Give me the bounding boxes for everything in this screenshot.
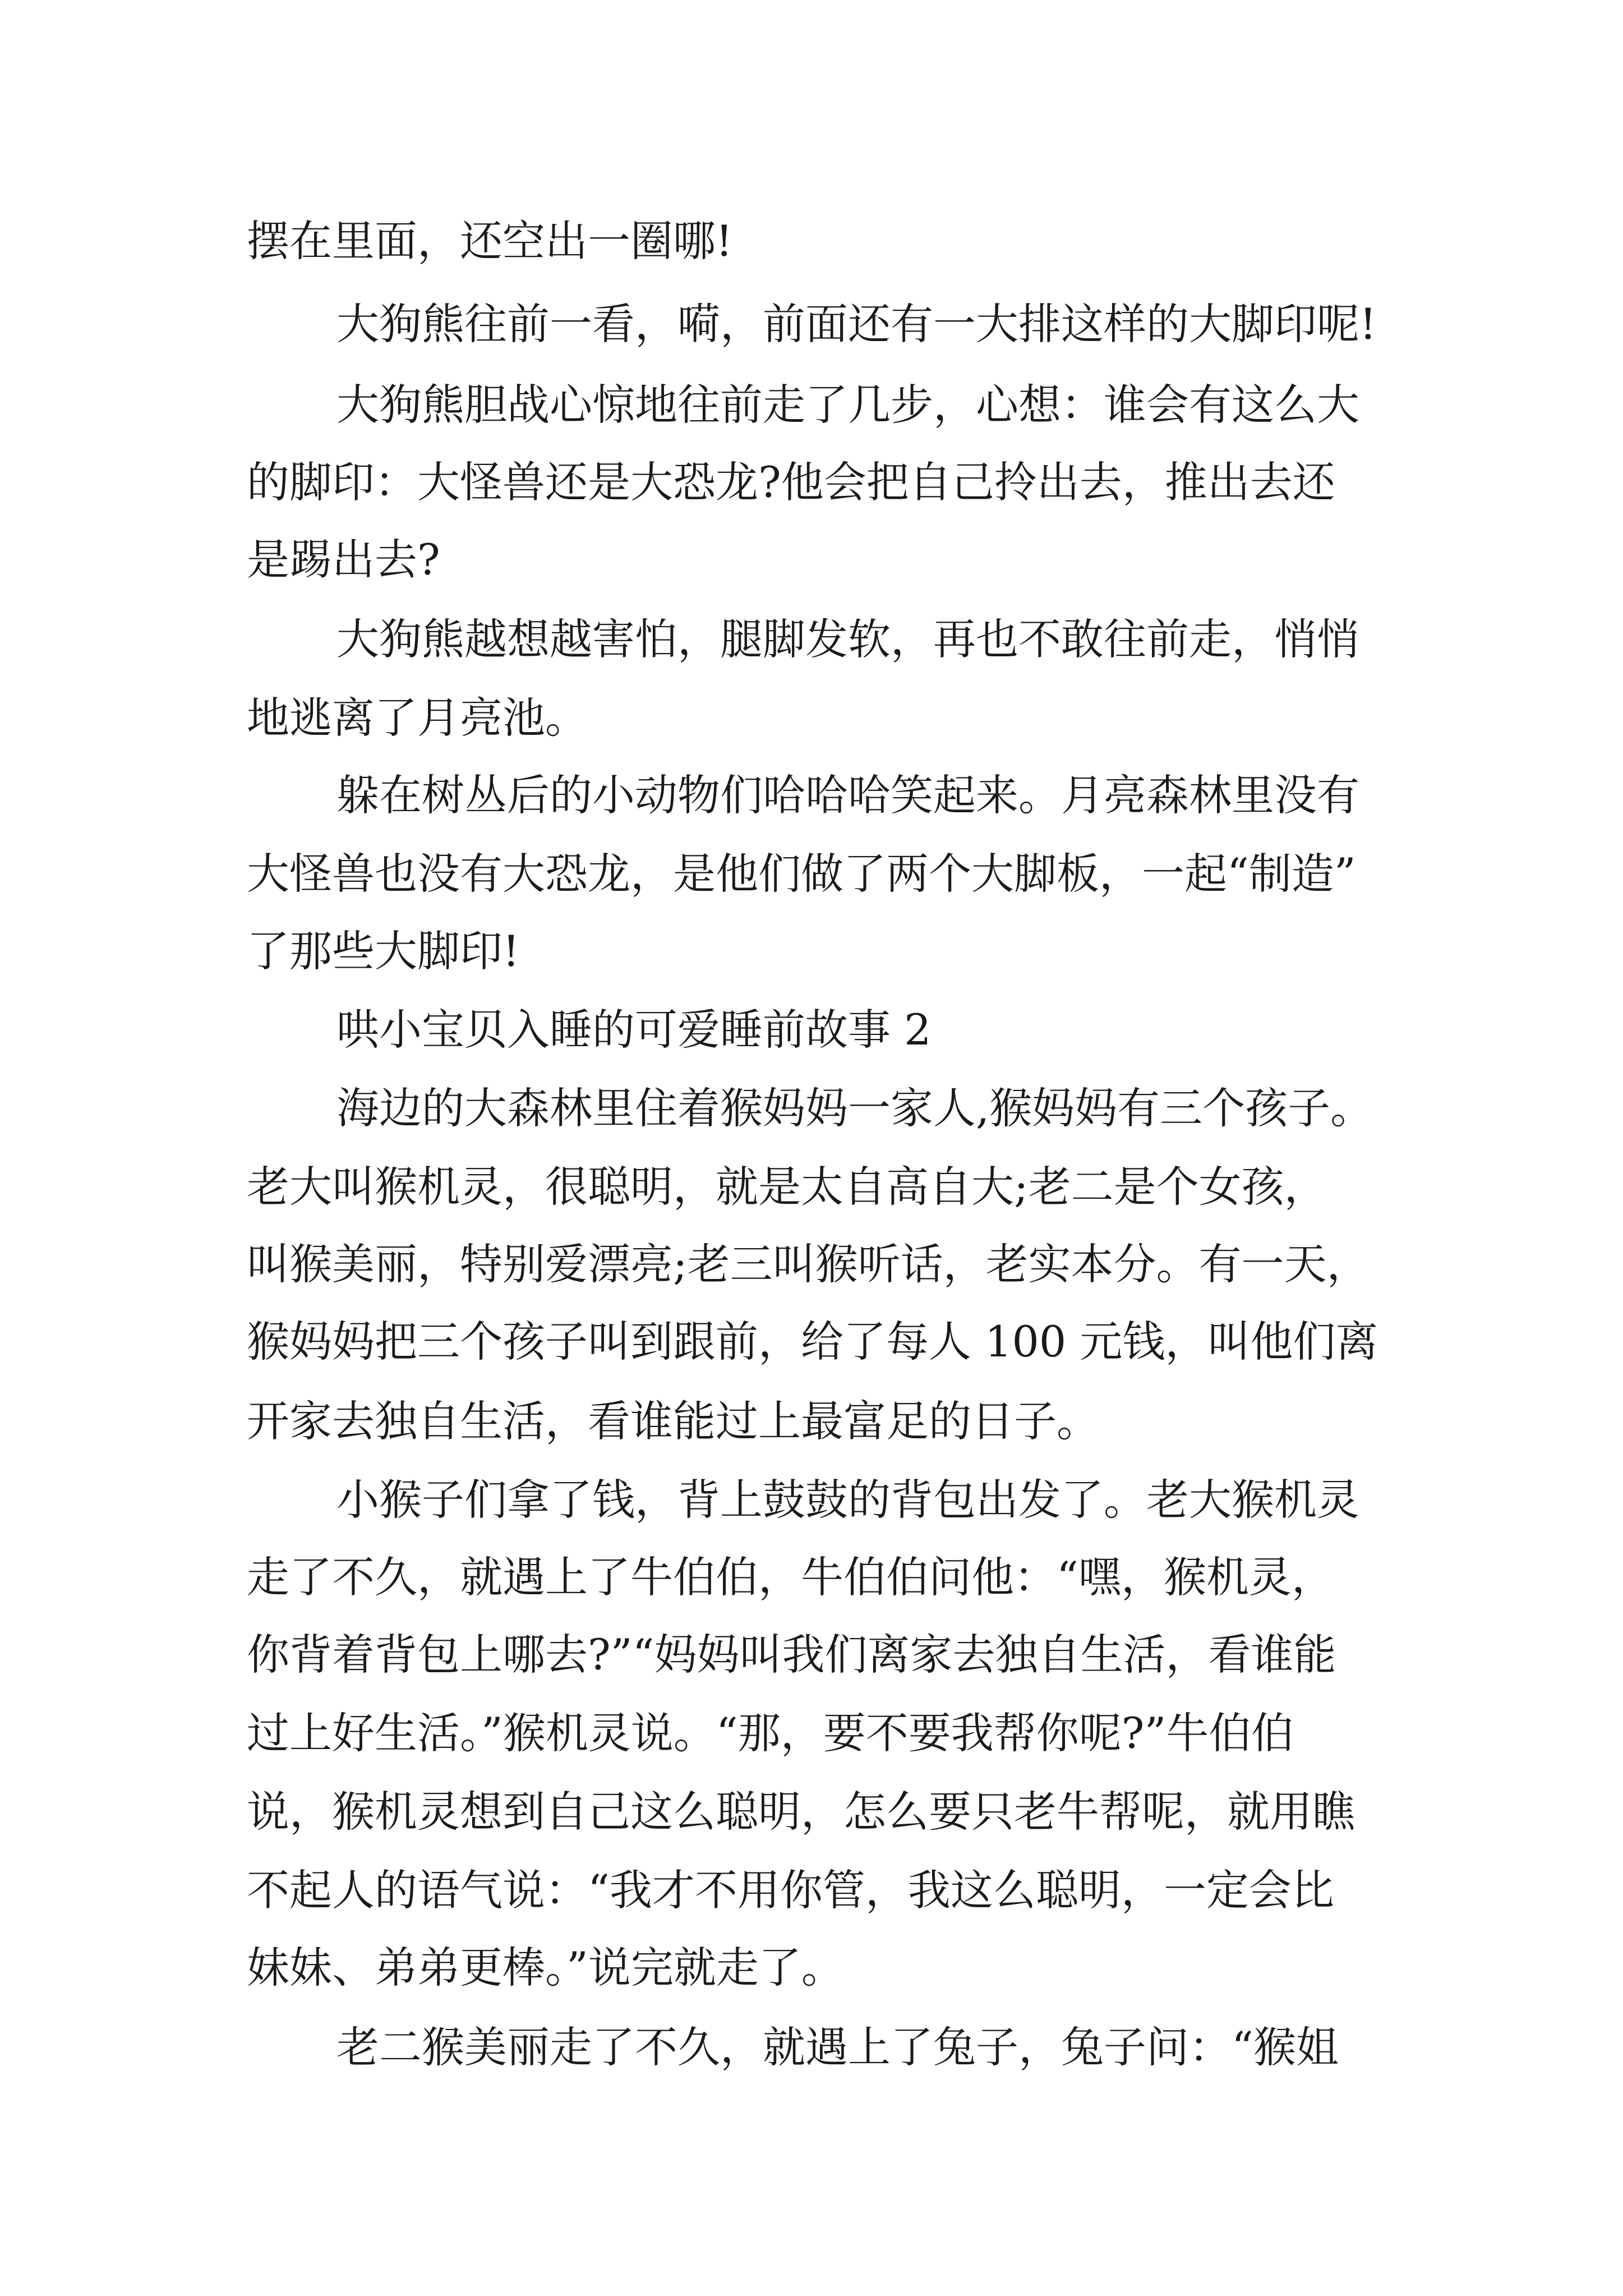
text-line: 不起人的语气说：“我才不用你管，我这么聪明，一定会比 — [247, 1865, 1334, 1915]
text-line: 了那些大脚印! — [247, 926, 520, 976]
text-line: 妹妹、弟弟更棒。”说完就走了。 — [247, 1943, 844, 1993]
section-heading: 哄小宝贝入睡的可爱睡前故事 2 — [336, 1005, 932, 1055]
text-line: 你背着背包上哪去?”“妈妈叫我们离家去独自生活，看谁能 — [247, 1630, 1336, 1680]
text-line: 老二猴美丽走了不久，就遇上了兔子，兔子问：“猴姐 — [336, 2022, 1339, 2072]
text-line: 走了不久，就遇上了牛伯伯，牛伯伯问他：“嘿，猴机灵， — [247, 1552, 1334, 1602]
text-line: 叫猴美丽，特别爱漂亮;老三叫猴听话，老实本分。有一天， — [247, 1239, 1370, 1289]
text-line: 的脚印：大怪兽还是大恐龙?他会把自己拎出去，推出去还 — [247, 457, 1335, 507]
text-line: 躲在树丛后的小动物们哈哈哈笑起来。月亮森林里没有 — [336, 770, 1359, 820]
text-line: 开家去独自生活，看谁能过上最富足的日子。 — [247, 1396, 1099, 1446]
text-line: 大狗熊往前一看，嗬，前面还有一大排这样的大脚印呢! — [336, 299, 1377, 349]
text-line: 说，猴机灵想到自己这么聪明，怎么要只老牛帮呢，就用瞧 — [247, 1787, 1355, 1837]
text-line: 大狗熊胆战心惊地往前走了几步，心想：谁会有这么大 — [336, 380, 1359, 430]
text-line: 是踢出去? — [247, 535, 440, 585]
text-line: 海边的大森林里住着猴妈妈一家人,猴妈妈有三个孩子。 — [336, 1083, 1373, 1133]
text-line: 老大叫猴机灵，很聪明，就是太自高自大;老二是个女孩， — [247, 1162, 1327, 1212]
text-line: 大怪兽也没有大恐龙，是他们做了两个大脚板，一起“制造” — [247, 849, 1356, 899]
text-line: 地逃离了月亮池。 — [247, 693, 588, 743]
text-line: 大狗熊越想越害怕，腿脚发软，再也不敢往前走，悄悄 — [336, 614, 1359, 664]
text-line: 过上好生活。”猴机灵说。“那，要不要我帮你呢?”牛伯伯 — [247, 1708, 1294, 1758]
text-line: 猴妈妈把三个孩子叫到跟前，给了每人 100 元钱，叫他们离 — [247, 1317, 1378, 1366]
text-line: 小猴子们拿了钱，背上鼓鼓的背包出发了。老大猴机灵 — [336, 1475, 1359, 1525]
text-line: 摆在里面，还空出一圈哪! — [247, 216, 733, 266]
